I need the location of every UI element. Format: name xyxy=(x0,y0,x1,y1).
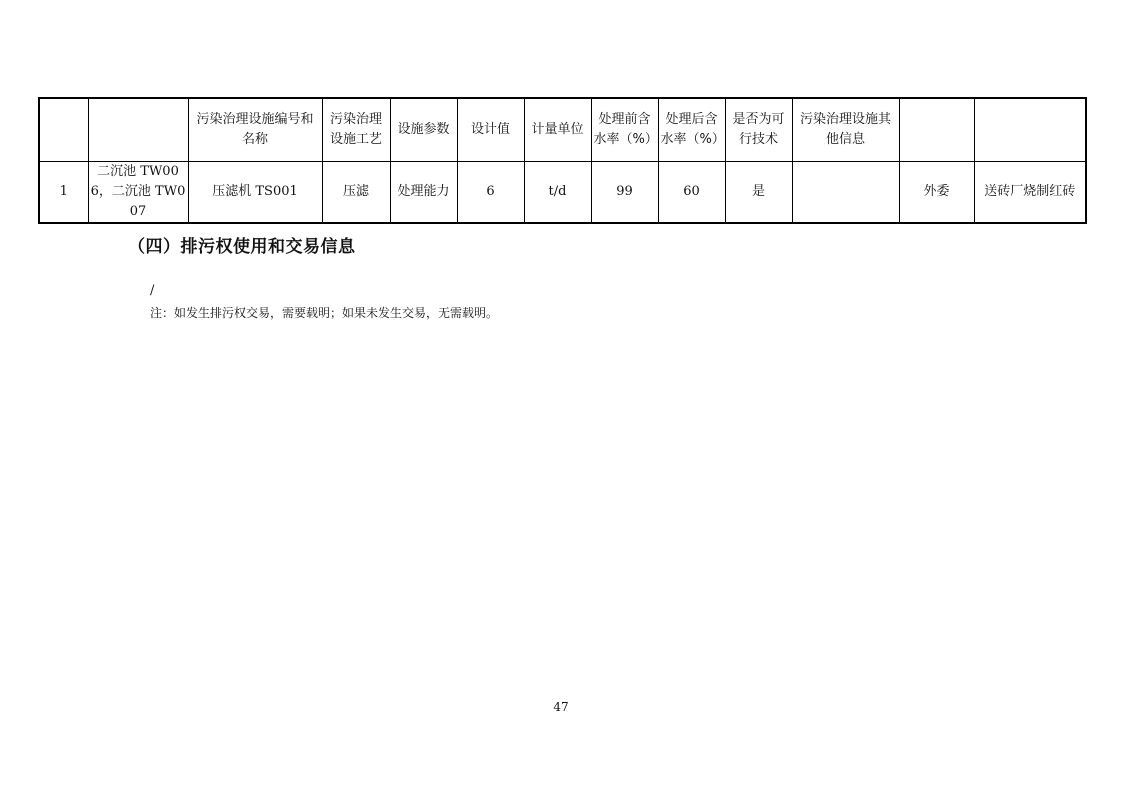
section-content: / xyxy=(150,283,155,298)
cell-destination: 送砖厂烧制红砖 xyxy=(974,162,1086,224)
table-header-row xyxy=(39,98,1086,162)
header-cell-process: 污染治理设施工艺 xyxy=(322,98,390,162)
header-cell-design-value: 设计值 xyxy=(457,98,524,162)
header-cell-other: 污染治理设施其他信息 xyxy=(792,98,899,162)
header-cell xyxy=(974,98,1086,162)
cell-feasible: 是 xyxy=(725,162,792,224)
page-number: 47 xyxy=(553,700,569,714)
header-cell-facility: 污染治理设施编号和名称 xyxy=(188,98,322,162)
section-title: （四）排污权使用和交易信息 xyxy=(128,237,356,257)
cell-design-value: 6 xyxy=(457,162,524,224)
table-row xyxy=(39,162,1086,224)
header-cell-unit: 计量单位 xyxy=(524,98,591,162)
header-cell-feasible: 是否为可行技术 xyxy=(725,98,792,162)
cell-unit: t/d xyxy=(524,162,591,224)
cell-param: 处理能力 xyxy=(390,162,457,224)
header-cell xyxy=(88,98,188,162)
cell-process: 压滤 xyxy=(322,162,390,224)
header-cell-before: 处理前含水率（%） xyxy=(591,98,658,162)
cell-no: 1 xyxy=(39,162,88,224)
header-cell-param: 设施参数 xyxy=(390,98,457,162)
header-cell xyxy=(39,98,88,162)
cell-source: 二沉池 TW006，二沉池 TW007 xyxy=(88,162,188,224)
header-cell xyxy=(899,98,974,162)
cell-facility: 压滤机 TS001 xyxy=(188,162,322,224)
cell-after: 60 xyxy=(658,162,725,224)
cell-other xyxy=(792,162,899,224)
cell-disposal: 外委 xyxy=(899,162,974,224)
cell-before: 99 xyxy=(591,162,658,224)
header-cell-after: 处理后含水率（%） xyxy=(658,98,725,162)
treatment-facility-table xyxy=(38,97,1087,224)
section-note: 注：如发生排污权交易，需要载明；如果未发生交易，无需载明。 xyxy=(150,306,499,320)
